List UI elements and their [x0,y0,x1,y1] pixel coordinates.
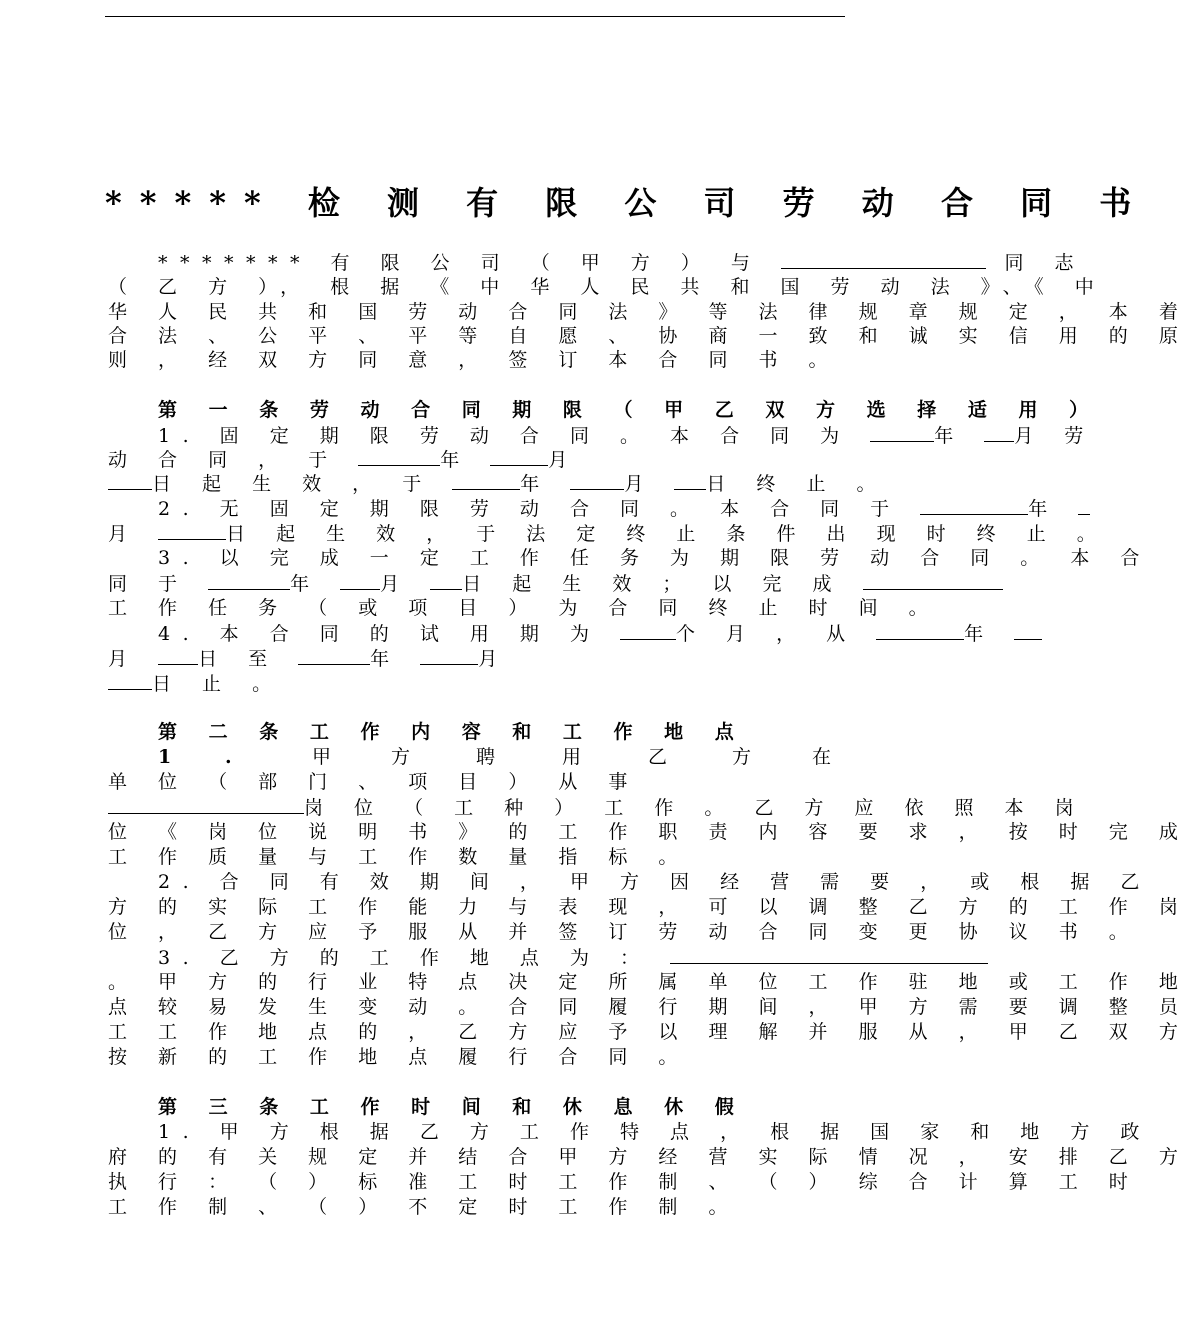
intro-line-2: （ 乙 方 ）， 根 据 《 中 华 人 民 共 和 国 劳 动 法 》、《 中 [108,276,1107,298]
justified-word: 1 [158,746,172,768]
art2-item2-line2: 方 的 实 际 工 作 能 力 与 表 现 ， 可 以 调 整 乙 方 的 工 作 岗 [108,896,1190,918]
blank-work-location[interactable] [670,945,988,964]
article-1-heading: 第 一 条 劳 动 合 同 期 限 （ 甲 乙 双 方 选 择 适 用 ） [158,399,1101,421]
intro-line-3: 华 人 民 共 和 国 劳 动 合 同 法 》 等 法 律 规 章 规 定 ， 本 着 [108,301,1190,323]
blank-party-b-name[interactable] [781,250,986,269]
justified-word: 用 [562,746,582,768]
blank-probation-start-month-a[interactable] [1014,621,1042,640]
blank-end-month[interactable] [570,471,624,490]
art2-item3-line5: 按 新 的 工 作 地 点 履 行 合 同 。 [108,1046,690,1068]
art2-item3-line3: 点 较 易 发 生 变 动 。 合 同 履 行 期 间 ， 甲 方 需 要 调 整 员 [108,996,1190,1018]
art1-item3-line2: 同 于 年 月 日 起 生 效 ； 以 完 成 [108,571,1003,596]
art1-item3-line3: 工 作 任 务 （ 或 项 目 ） 为 合 同 终 止 时 间 。 [108,597,941,619]
blank-probation-months[interactable] [620,621,676,640]
blank-probation-end-day[interactable] [108,671,152,690]
justified-word: 方 [732,746,752,768]
art1-item4-line1: 4. 本 合 同 的 试 用 期 为 个 月 ， 从 年 [158,621,1042,646]
justified-word: 甲 [312,746,332,768]
blank-task-start-year[interactable] [208,571,290,590]
art3-item1-line2: 府 的 有 关 规 定 并 结 合 甲 方 经 营 实 际 情 况 ， 安 排 乙 方 [108,1146,1190,1168]
blank-end-year[interactable] [452,471,520,490]
blank-position[interactable] [108,795,304,814]
header-rule [105,16,845,17]
art1-item3-line1: 3. 以 完 成 一 定 工 作 任 务 为 期 限 劳 动 合 同 。 本 合 [158,547,1152,569]
article-3-heading: 第 三 条 工 作 时 间 和 休 息 休 假 [158,1096,747,1118]
art2-item1-line5: 工 作 质 量 与 工 作 数 量 指 标 。 [108,846,690,868]
justified-word: . [225,746,232,768]
blank-start-day[interactable] [108,471,152,490]
art1-item4-line3: 日 止 。 [108,671,284,696]
art1-item1-line1: 1. 固 定 期 限 劳 动 合 同 。 本 合 同 为 年 月 劳 [158,425,1096,447]
art2-item3-line2: 。 甲 方 的 行 业 特 点 决 定 所 属 单 位 工 作 驻 地 或 工 作 地 [108,971,1190,993]
art2-item1-line2: 单 位 （ 部 门 、 项 目 ） 从 事 [108,771,640,793]
justified-word: 在 [812,746,832,768]
art1-item2-line1: 2. 无 固 定 期 限 劳 动 合 同 。 本 合 同 于 年 [158,496,1090,521]
art2-item1-line3: 岗 位 （ 工 种 ） 工 作 。 乙 方 应 依 照 本 岗 [108,795,1086,820]
art1-item2-line2: 月 日 起 生 效 ， 于 法 定 终 止 条 件 出 现 时 终 止 。 [108,523,1109,545]
blank-start-year[interactable] [358,447,440,466]
art2-item1-line4: 位 《 岗 位 说 明 书 》 的 工 作 职 责 内 容 要 求 ， 按 时 完 成 [108,821,1190,843]
art2-item2-line1: 2. 合 同 有 效 期 间 ， 甲 方 因 经 营 需 要 ， 或 根 据 乙 [158,871,1152,893]
blank-start-month[interactable] [490,447,548,466]
art3-item1-line4: 工 作 制 、 （ ） 不 定 时 工 作 制 。 [108,1196,740,1218]
blank-open-start-month-a[interactable] [1078,496,1090,515]
article-2-heading: 第 二 条 工 作 内 容 和 工 作 地 点 [158,721,747,743]
blank-probation-end-month[interactable] [420,646,478,665]
blank-probation-start-day[interactable] [158,646,198,665]
blank-task-start-month[interactable] [340,571,380,590]
blank-open-start-year[interactable] [920,496,1028,515]
blank-task-start-day[interactable] [430,571,462,590]
blank-probation-end-year[interactable] [298,646,370,665]
justified-word: 方 [391,746,411,768]
blank-probation-start-year[interactable] [876,621,964,640]
art1-item1-line3: 日 起 生 效 ， 于 年 月 日 终 止 。 [108,471,888,496]
intro-line-4: 合 法 、 公 平 、 平 等 自 愿 、 协 商 一 致 和 诚 实 信 用 的 原 [108,325,1190,347]
justified-word: 乙 [648,746,668,768]
blank-end-day[interactable] [674,471,706,490]
intro-line-5: 则 ， 经 双 方 同 意 ， 签 订 本 合 同 书 。 [108,349,841,371]
art2-item3-line4: 工 工 作 地 点 的 ， 乙 方 应 予 以 理 解 并 服 从 ， 甲 乙 双 方 [108,1021,1190,1043]
art1-item1-line2: 动 合 同 ， 于 年 月 [108,449,580,471]
art2-item2-line3: 位 ， 乙 方 应 予 服 从 并 签 订 劳 动 合 同 变 更 协 议 书 。 [108,921,1141,943]
art2-item3-line1: 3. 乙 方 的 工 作 地 点 为 ： [158,945,988,970]
blank-term-years[interactable] [870,423,934,442]
intro-line-1: ******* 有 限 公 司 （ 甲 方 ） 与 同 志 [158,252,1086,274]
document-title: ***** 检 测 有 限 公 司 劳 动 合 同 书 [105,184,1150,222]
art1-item4-line2: 月 日 至 年 月 [108,648,510,670]
blank-open-start-day[interactable] [158,521,226,540]
art3-item1-line1: 1. 甲 方 根 据 乙 方 工 作 特 点 ， 根 据 国 家 和 地 方 政 [158,1121,1152,1143]
art3-item1-line3: 执 行 ： （ ） 标 准 工 时 工 作 制 、 （ ） 综 合 计 算 工 时 [108,1171,1141,1193]
blank-term-months[interactable] [984,423,1014,442]
blank-task-name[interactable] [863,571,1003,590]
justified-word: 聘 [476,746,496,768]
